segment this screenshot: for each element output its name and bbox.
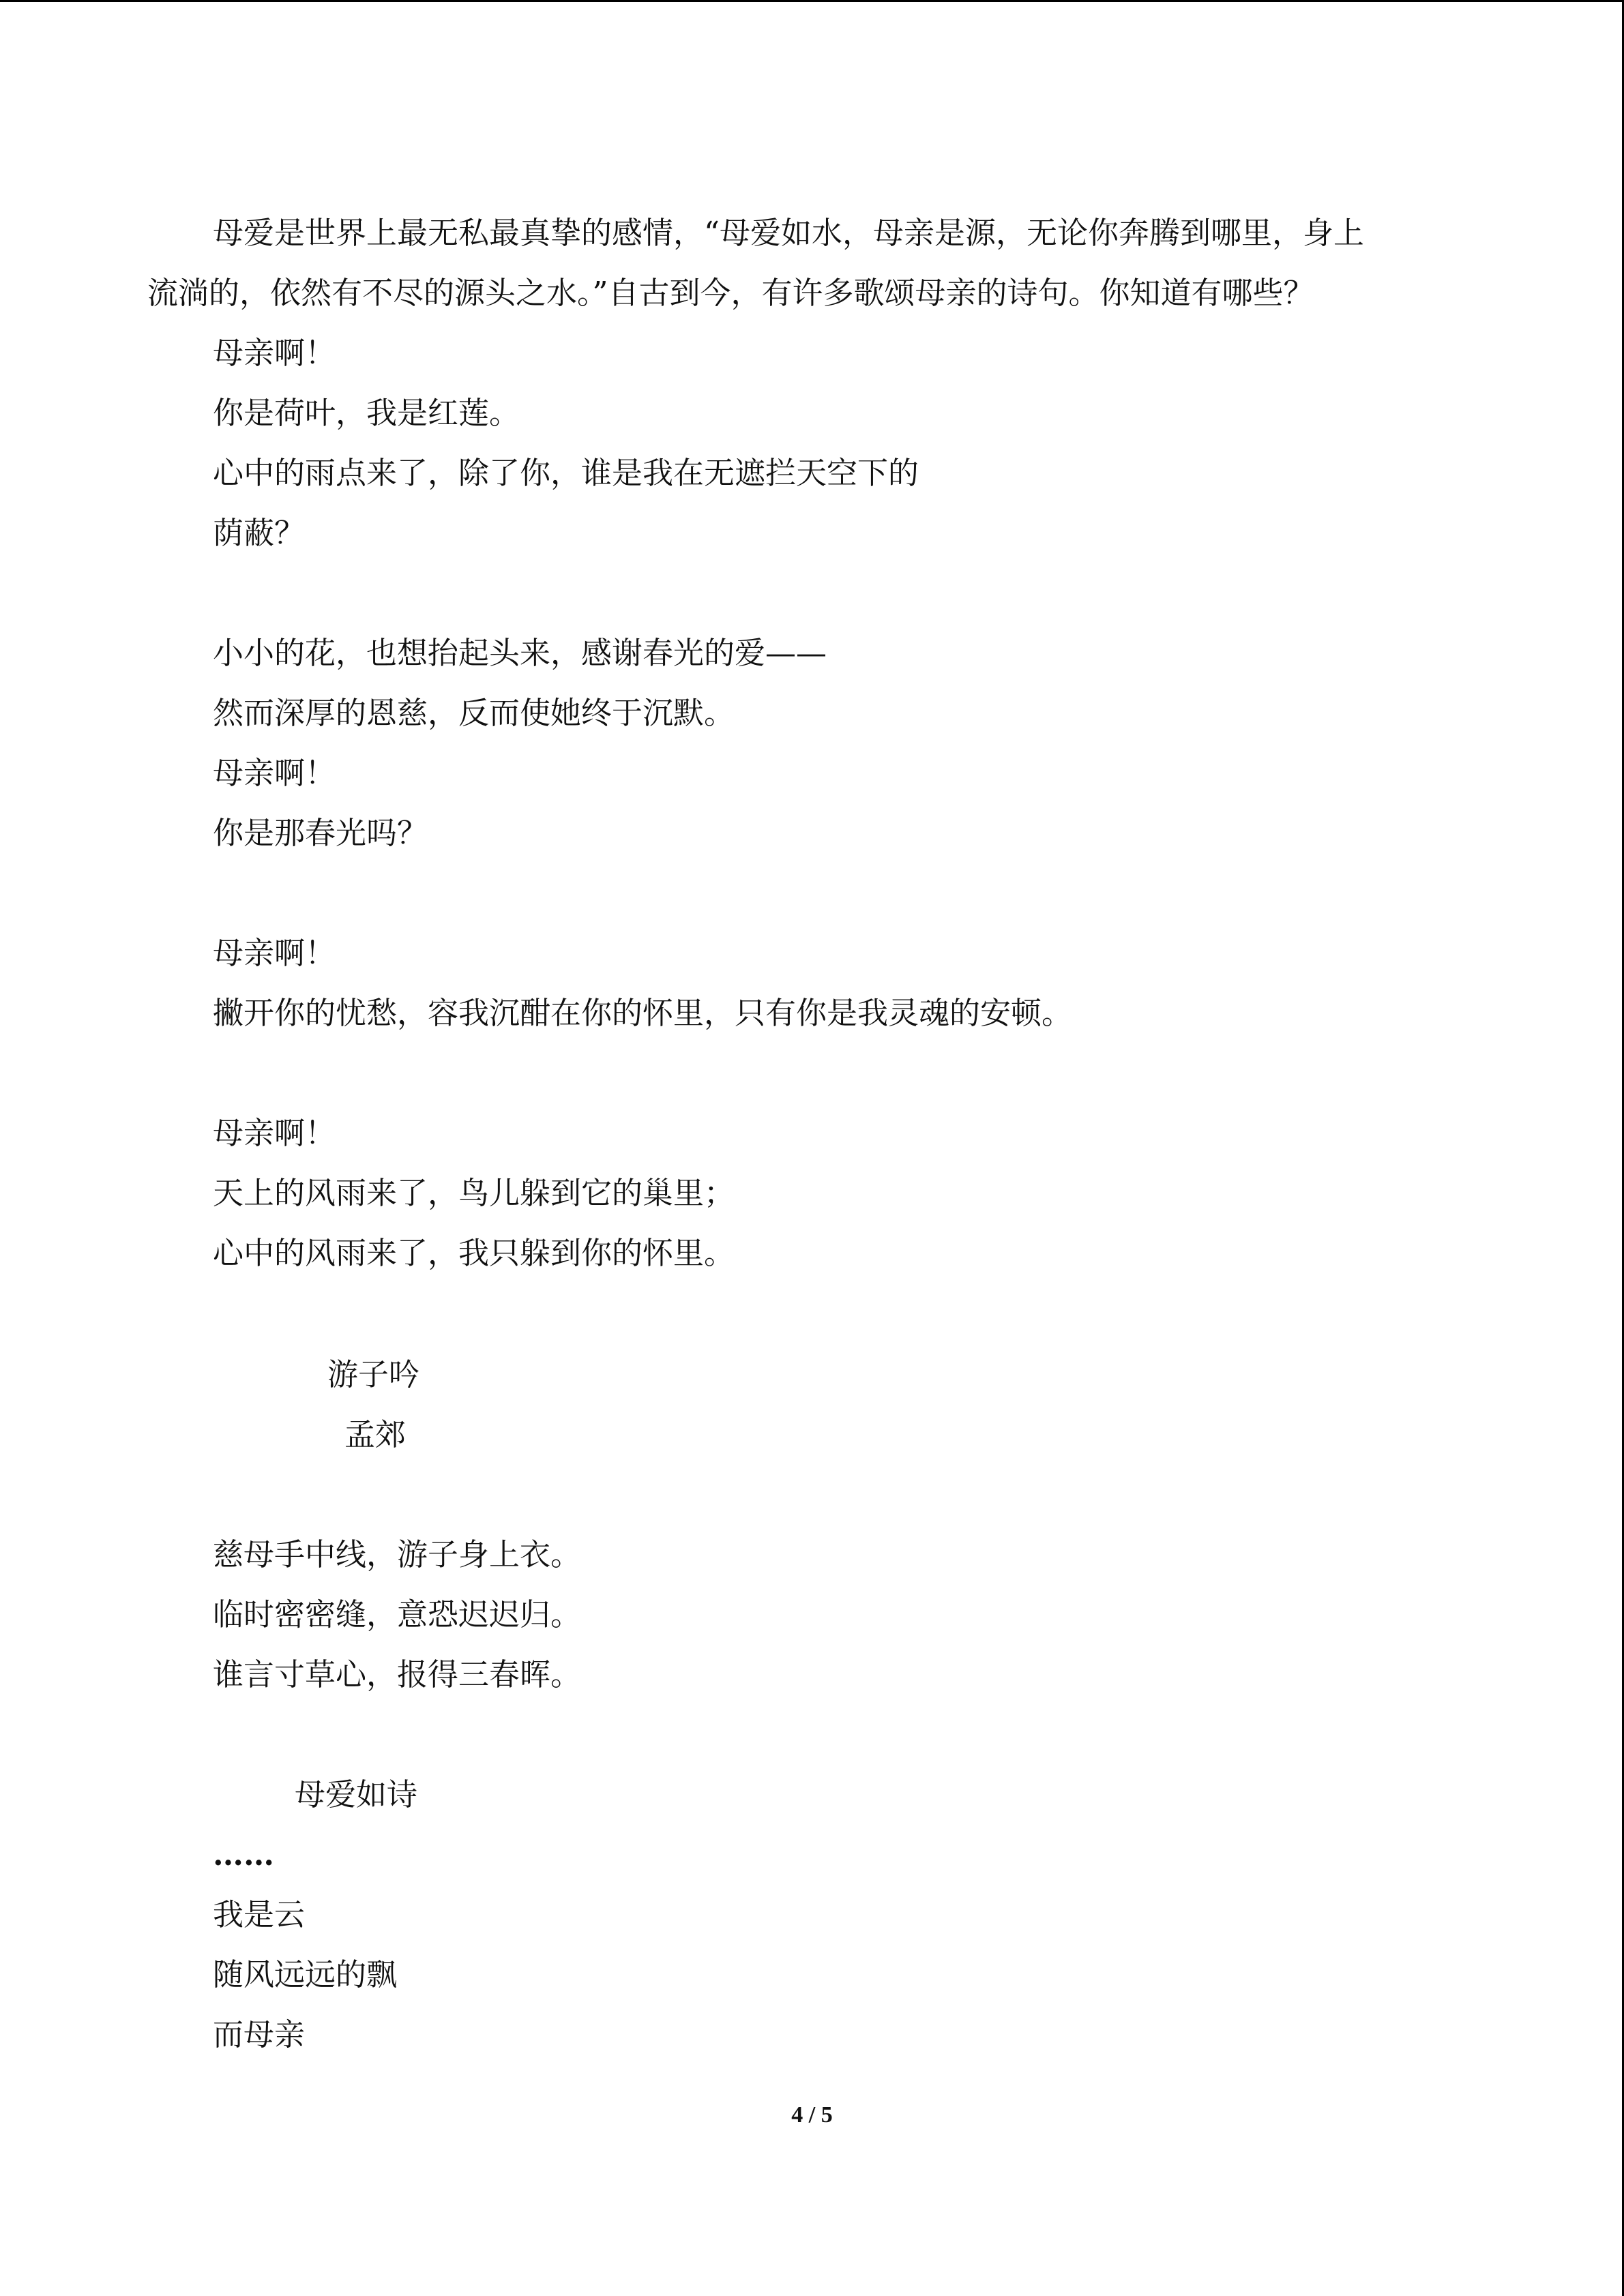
poem1-line-3: 心中的雨点来了，除了你，谁是我在无遮拦天空下的 — [213, 455, 919, 491]
poem1-line-4: 荫蔽？ — [213, 515, 306, 551]
poem2-line-1: 小小的花，也想抬起头来，感谢春光的爱—— — [213, 635, 827, 671]
poem2-line-2: 然而深厚的恩慈，反而使她终于沉默。 — [213, 695, 735, 731]
youziyin-line-2: 临时密密缝，意恐迟迟归。 — [213, 1596, 582, 1632]
poem-title-youziyin: 游子吟 — [327, 1356, 420, 1392]
poem1-line-2: 你是荷叶，我是红莲。 — [213, 395, 520, 431]
muaiirushi-line-1: 我是云 — [213, 1896, 306, 1933]
poem4-line-3: 心中的风雨来了，我只躲到你的怀里。 — [213, 1235, 735, 1271]
poem3-line-1: 母亲啊！ — [213, 935, 336, 971]
poem4-line-2: 天上的风雨来了，鸟儿躲到它的巢里； — [213, 1175, 735, 1211]
poem4-line-1: 母亲啊！ — [213, 1115, 336, 1151]
intro-line-1: 母爱是世界上最无私最真挚的感情，“母爱如水，母亲是源，无论你奔腾到哪里，身上 — [213, 215, 1365, 251]
youziyin-line-1: 慈母手中线，游子身上衣。 — [213, 1536, 582, 1572]
page-number: 4 / 5 — [791, 2102, 833, 2128]
poem-title-muaiirushi: 母爱如诗 — [295, 1776, 418, 1813]
poem-author-mengjiao: 孟郊 — [344, 1416, 407, 1452]
poem3-line-2: 撇开你的忧愁，容我沉酣在你的怀里，只有你是我灵魂的安顿。 — [213, 995, 1073, 1031]
muaiirushi-line-2: 随风远远的飘 — [213, 1956, 398, 1993]
youziyin-line-3: 谁言寸草心，报得三春晖。 — [213, 1656, 582, 1693]
poem2-line-3: 母亲啊！ — [213, 755, 336, 791]
poem-ellipsis: …… — [213, 1836, 274, 1873]
poem1-line-1: 母亲啊！ — [213, 335, 336, 371]
poem2-line-4: 你是那春光吗？ — [213, 815, 428, 851]
muaiirushi-line-3: 而母亲 — [213, 2016, 306, 2053]
intro-line-2: 流淌的，依然有不尽的源头之水。”自古到今，有许多歌颂母亲的诗句。你知道有哪些？ — [147, 275, 1314, 311]
